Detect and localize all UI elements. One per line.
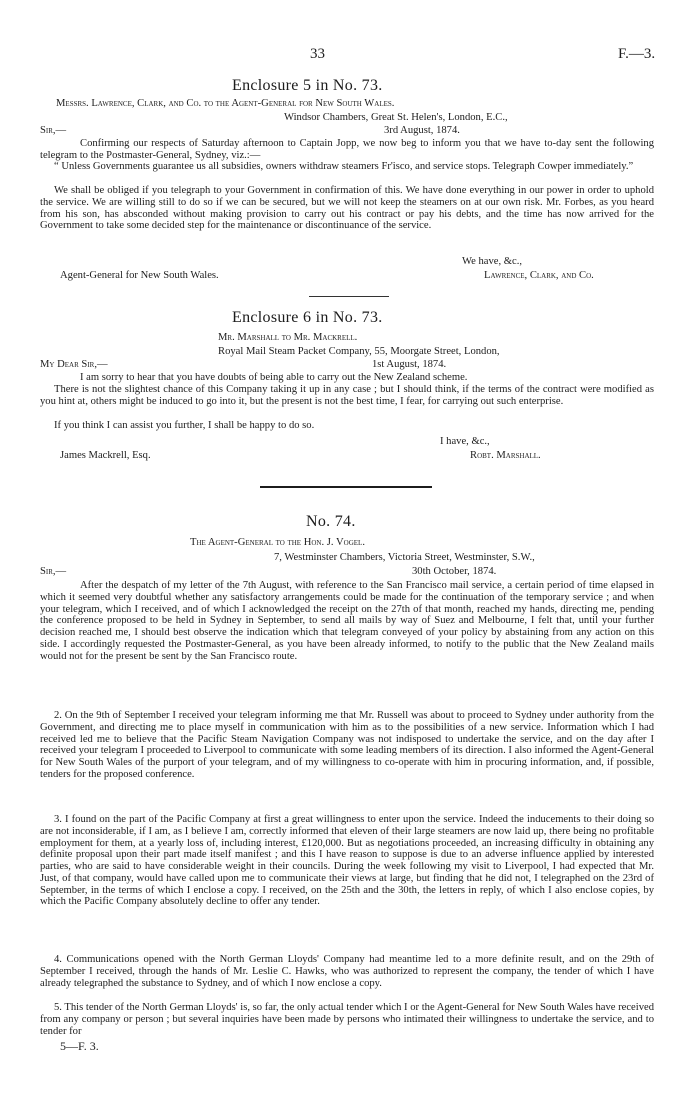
enclosure5-closing: We have, &c., [462,256,523,267]
enclosure6-heading: Enclosure 6 in No. 73. [232,309,383,326]
printer-signature-mark: 5—F. 3. [60,1039,99,1053]
enclosure5-from-line: Messrs. Lawrence, Clark, and Co. to the Agent-General for New South Wales. [56,98,395,109]
enclosure5-date: 3rd August, 1874. [384,125,460,136]
enclosure6-salutation: My Dear Sir,— [40,359,108,370]
enclosure5-signature: Lawrence, Clark, and Co. [484,270,594,281]
enclosure6-paragraph-1: I am sorry to hear that you have doubts of being able to carry out the New Zealand scheme. [80,372,468,383]
enclosure5-paragraph-2: We shall be obliged if you telegraph to your Government in confirmation of this. We have done everything in our power in order to uphold the service. We are willing still to do so if we can be secured, but we will not keep the steamers on at our own risk. Mr. Forbes, as you heard from his son, has absconded without making provision to carry out his contract or pay his debts, and the time has now arrived for the Government to take some decided step for the maintenance or discontinuance of the service. [40,185,654,232]
no74-paragraph-2: 2. On the 9th of September I received your telegram informing me that Mr. Russell was about to proceed to Sydney under authority from the Government, and directing me to place myself in communication with him as to the possibilities of a new service. Information which I had received led me to believe that the Pacific Steam Navigation Company was not indisposed to undertake the service, and on the day after I received your telegram I proceeded to Liverpool to communicate with some leading members of its direction. I also informed the Agent-General for New South Wales of the purport of your telegram, and of my willingness to co-operate with him in procuring information, and, if possible, tenders for the proposed conference. [40,710,654,780]
enclosure6-addressee: James Mackrell, Esq. [60,450,151,461]
no74-date: 30th October, 1874. [412,566,497,577]
no74-paragraph-4: 4. Communications opened with the North German Lloyds' Company had meantime led to a more definite result, and on the 29th of September I received, through the hands of Mr. Leslie C. Hawks, who was authorized to represent the company, the tender of which I have already telegraphed the substance to Sydney, and of which I now enclose a copy. [40,954,654,989]
no74-paragraph-1: After the despatch of my letter of the 7th August, with reference to the San Francisco mail service, a certain period of time elapsed in which it seemed very doubtful whether any satisfactory arrangements could be made for the continuation of the temporary service ; and when your telegram, which I received, and of which I acknowledged the receipt on the 27th of that month, reached my hands, directing me, pending the conference proposed to be held in Sydney in September, to send all mails by way of Suez and Melbourne, I felt that, until your further decision reached me, I should best observe the indication which that telegram conveyed of your policy by abstaining from any action on this side. I accordingly requested the Postmaster-General, as you have been already informed, to notify to the public that the New Zealand mails would not for the present be sent by the San Francisco route. [40,580,654,662]
page-number: 33 [310,46,325,62]
no74-paragraph-3: 3. I found on the part of the Pacific Company at first a great willingness to enter upon the service. Indeed the inducements to their doing so are not inconsiderable, if I am, as I believe I am, correctly informed that eleven of their large steamers are now laid up, there being no profitable employment for them, at a yearly loss of, including interest, £120,000. But as negotiations proceeded, an increasing difficulty in obtaining any definite proposal upon their part made itself manifest ; and this I have reason to suppose is due to an adverse influence applied by interested parties, who are said to have considerable weight in their councils. During the week following my visit to Liverpool, I had expected that Mr. Just, of that company, would have called upon me to communicate their views at large, but finding that he did not, I telegraphed on the 23rd of September, in the terms of which I enclose a copy. I received, on the 25th and the 30th, the letters in reply, of which I also enclose copies, by which the Pacific Company absolutely decline to offer any tender. [40,814,654,908]
enclosure6-paragraph-2: There is not the slightest chance of this Company taking it up in any case ; but I should think, if the terms of the contract were modified as you hint at, others might be induced to go into it, but the present is not the best time, I fear, for carrying out such enterprise. [40,384,654,407]
major-section-divider [260,486,432,488]
enclosure5-address: Windsor Chambers, Great St. Helen's, London, E.C., [284,112,508,123]
enclosure5-addressee: Agent-General for New South Wales. [60,270,219,281]
no74-address: 7, Westminster Chambers, Victoria Street, Westminster, S.W., [274,552,535,563]
no74-from-line: The Agent-General to the Hon. J. Vogel. [190,537,365,548]
no74-paragraph-5: 5. This tender of the North German Lloyds' is, so far, the only actual tender which I or the Agent-General for New South Wales have received from any company or person ; but several inquiries have been made by persons who intimated their willingness to undertake the service, and to tender for [40,1002,654,1037]
enclosure6-from-line: Mr. Marshall to Mr. Mackrell. [218,332,358,343]
enclosure6-signature: Robt. Marshall. [470,450,541,461]
enclosure6-paragraph-3: If you think I can assist you further, I shall be happy to do so. [54,420,315,431]
enclosure6-closing: I have, &c., [440,436,490,447]
no74-salutation: Sir,— [40,566,67,577]
enclosure5-heading: Enclosure 5 in No. 73. [232,77,383,94]
enclosure6-address: Royal Mail Steam Packet Company, 55, Moorgate Street, London, [218,346,500,357]
document-reference: F.—3. [618,46,656,62]
enclosure6-date: 1st August, 1874. [372,359,447,370]
enclosure5-paragraph-1: Confirming our respects of Saturday afternoon to Captain Jopp, we now beg to inform you that we have to-day sent the following telegram to the Postmaster-General, Sydney, viz.:— [40,138,654,161]
enclosure5-salutation: Sir,— [40,125,67,136]
no74-heading: No. 74. [306,513,356,530]
enclosure5-telegram: “ Unless Governments guarantee us all subsidies, owners withdraw steamers Fr'isco, and service stops. Telegraph Cowper immediately.” [54,161,634,172]
section-divider [309,296,389,297]
